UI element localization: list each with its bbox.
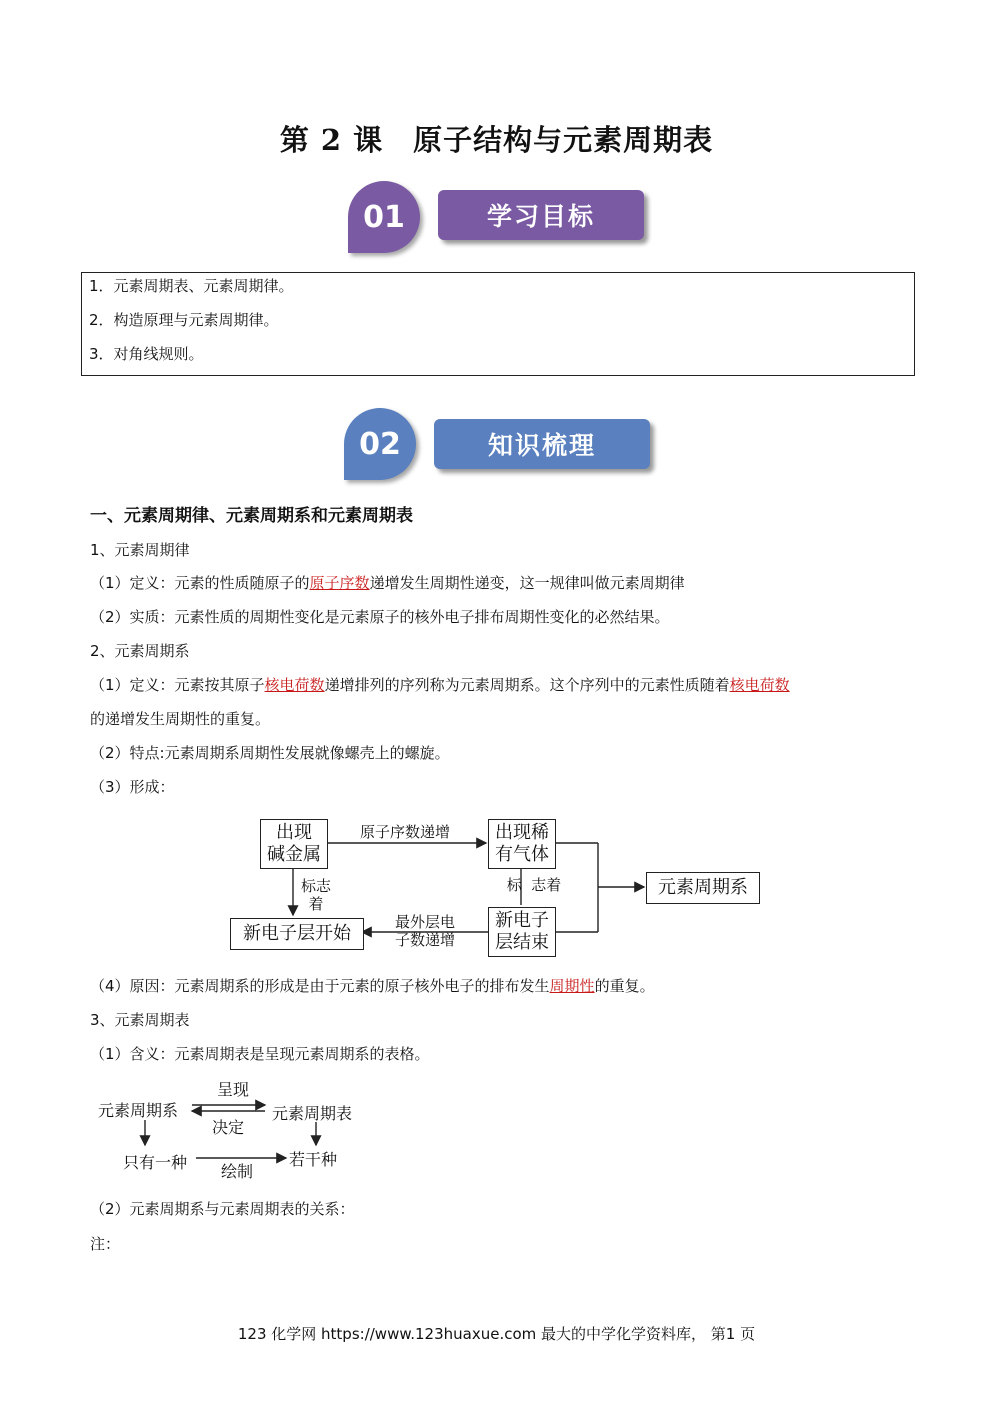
flow-label: 最外层电 子数递增 — [394, 913, 455, 949]
flow-node-noble-gas: 出现稀 有气体 — [488, 819, 556, 869]
paragraph: （2）特点:元素周期系周期性发展就像螺壳上的螺旋。 — [90, 744, 450, 762]
subheading: 1、元素周期律 — [90, 541, 190, 559]
text: 递增排列的序列称为元素周期系。这个序列中的元素性质随着 — [324, 676, 730, 694]
section-label: 知识梳理 — [434, 419, 650, 469]
relation-node-several: 若干种 — [289, 1150, 338, 1169]
text: 的重复。 — [594, 977, 655, 995]
paragraph: （2）元素周期系与元素周期表的关系： — [90, 1200, 355, 1218]
relation-label-decide: 决定 — [212, 1118, 245, 1137]
key-term: 核电荷数 — [729, 676, 790, 694]
section-number-badge: 01 — [348, 181, 420, 253]
flow-node-shell-end: 新电子 层结束 — [488, 907, 556, 957]
text: （4）原因：元素周期系的形成是由于元素的原子核外电子的排布发生 — [90, 977, 550, 995]
relation-node-only-one: 只有一种 — [123, 1153, 188, 1172]
relation-label-present: 呈现 — [217, 1080, 250, 1099]
paragraph: （3）形成： — [90, 778, 175, 796]
relation-node-table: 元素周期表 — [272, 1104, 353, 1123]
flow-label: 原子序数递增 — [359, 823, 450, 841]
subheading: 3、元素周期表 — [90, 1011, 190, 1029]
flow-node-new-shell: 新电子层开始 — [230, 918, 364, 950]
key-term: 核电荷数 — [264, 676, 325, 694]
page-footer: 123 化学网 https://www.123huaxue.com 最大的中学化学资料库， 第1 页 — [237, 1325, 756, 1343]
relation-label-draw: 绘制 — [221, 1162, 254, 1181]
text: （1）定义：元素的性质随原子的 — [90, 574, 310, 592]
section-heading: 一、元素周期律、元素周期系和元素周期表 — [90, 506, 413, 526]
subheading: 2、元素周期系 — [90, 642, 190, 660]
paragraph: （1）含义：元素周期表是呈现元素周期系的表格。 — [90, 1045, 430, 1063]
page-title: 第 2 课 原子结构与元素周期表 — [279, 123, 714, 157]
text: （1）定义：元素按其原子 — [90, 676, 265, 694]
text: 递增发生周期性递变，这一规律叫做元素周期律 — [369, 574, 685, 592]
goal-item: 1．元素周期表、元素周期律。 — [89, 277, 294, 295]
goal-item: 3．对角线规则。 — [89, 345, 204, 363]
flow-node-periodic-system: 元素周期系 — [646, 872, 760, 904]
section-label: 学习目标 — [438, 190, 644, 240]
note-label: 注： — [90, 1235, 121, 1253]
goal-item: 2．构造原理与元素周期律。 — [89, 311, 279, 329]
flow-label: 标志 着 — [300, 877, 331, 913]
flow-label: 标 志着 — [506, 876, 562, 894]
key-term: 原子序数 — [309, 574, 370, 592]
relation-node-system: 元素周期系 — [98, 1101, 179, 1120]
key-term: 周期性 — [549, 977, 595, 995]
paragraph: （2）实质：元素性质的周期性变化是元素原子的核外电子排布周期性变化的必然结果。 — [90, 608, 670, 626]
section-number-badge: 02 — [344, 408, 416, 480]
flow-node-alkali: 出现 碱金属 — [260, 819, 328, 869]
paragraph: 的递增发生周期性的重复。 — [90, 710, 271, 728]
